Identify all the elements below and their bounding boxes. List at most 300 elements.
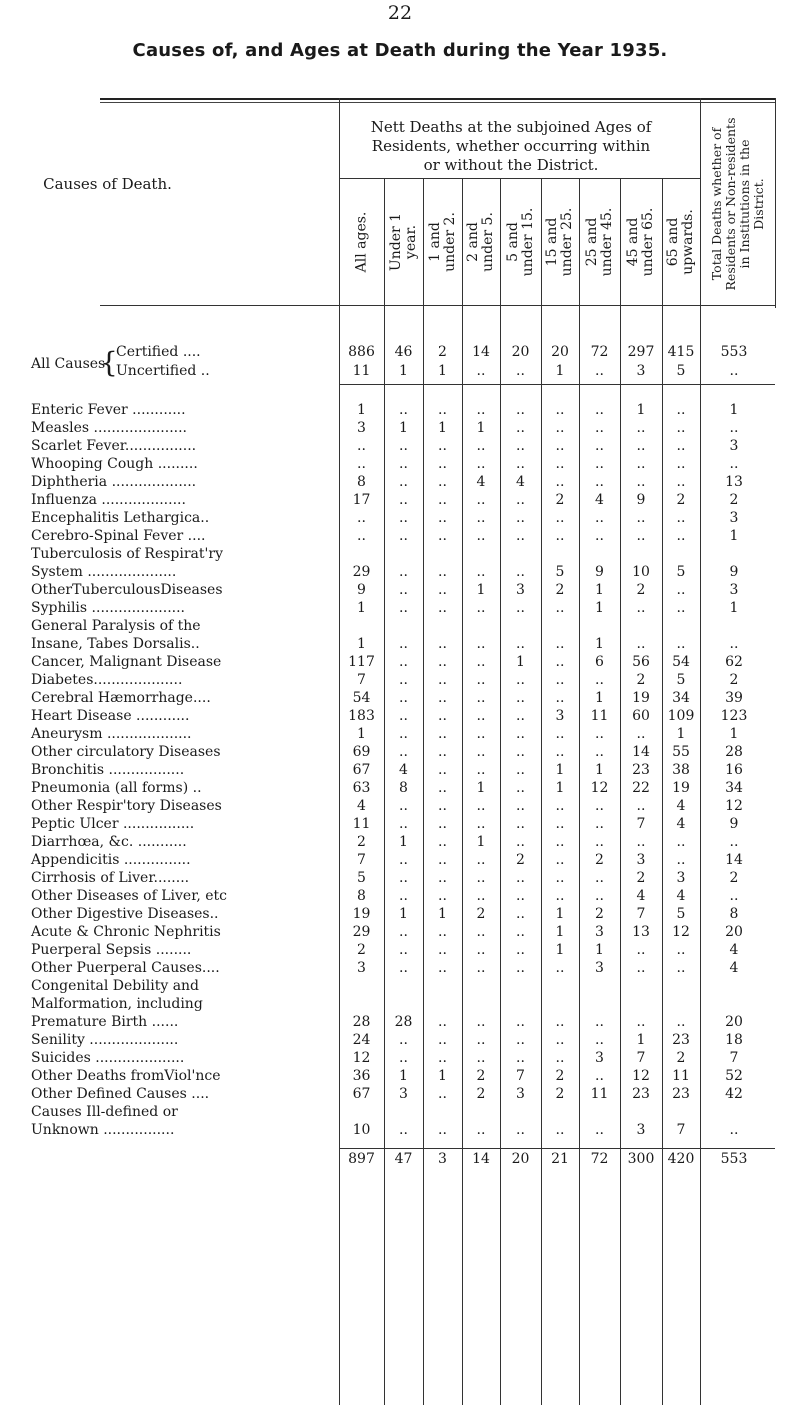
table-cell: .. — [555, 960, 565, 976]
table-cell: 67 — [352, 1086, 371, 1102]
table-cell: .. — [438, 888, 447, 904]
table-cell: 5 — [357, 870, 366, 886]
table-cell: 11 — [352, 816, 371, 832]
table-cell: 1 — [438, 420, 447, 436]
table-cell: 3 — [729, 582, 739, 598]
table-cell: .. — [555, 798, 565, 814]
age-column-header — [620, 182, 662, 302]
cause-label: Other Defined Causes .... — [31, 1086, 210, 1102]
table-cell: 7 — [676, 1122, 686, 1138]
table-cell: .. — [399, 600, 408, 616]
table-cell: 28 — [394, 1014, 413, 1030]
table-cell: 2 — [476, 1068, 486, 1084]
table-cell: .. — [595, 816, 604, 832]
table-cell: .. — [438, 600, 447, 616]
table-cell: 1 — [555, 924, 565, 940]
table-cell: 11 — [590, 1086, 609, 1102]
table-cell: .. — [636, 456, 646, 472]
table-cell: 1 — [595, 600, 604, 616]
table-cell: .. — [438, 744, 447, 760]
table-cell: 1 — [555, 762, 565, 778]
table-cell: .. — [636, 726, 646, 742]
age-column-label: 5 and under 15. — [504, 207, 536, 277]
table-cell: .. — [555, 834, 565, 850]
table-cell: .. — [636, 960, 646, 976]
table-cell: 34 — [672, 690, 690, 706]
table-cell: 3 — [399, 1086, 408, 1102]
table-cell: 20 — [511, 344, 530, 360]
table-cell: .. — [399, 690, 408, 706]
table-cell: .. — [476, 438, 486, 454]
table-cell: .. — [595, 402, 604, 418]
table-cell: 1 — [595, 582, 604, 598]
table-cell: .. — [438, 816, 447, 832]
cause-label: Aneurysm ................... — [31, 726, 192, 742]
table-cell: 2 — [729, 870, 739, 886]
table-cell: .. — [399, 798, 408, 814]
table-cell: .. — [476, 816, 486, 832]
table-cell: .. — [516, 402, 525, 418]
cause-label: Senility .................... — [31, 1032, 179, 1048]
table-cell: 1 — [595, 636, 604, 652]
total-cell: 897 — [348, 1151, 375, 1167]
table-cell: 12 — [352, 1050, 371, 1066]
table-cell: .. — [476, 744, 486, 760]
cause-label: Diphtheria ................... — [31, 474, 197, 490]
table-cell: 1 — [729, 726, 739, 742]
table-cell: 11 — [352, 363, 371, 379]
table-cell: 4 — [676, 816, 686, 832]
table-cell: 4 — [676, 888, 686, 904]
all-causes-rule — [339, 384, 775, 385]
table-cell: .. — [476, 456, 486, 472]
table-cell: .. — [516, 942, 525, 958]
age-column-label: 65 and upwards. — [665, 209, 696, 275]
table-cell: .. — [476, 798, 486, 814]
table-cell: 1 — [357, 726, 366, 742]
table-cell: .. — [555, 636, 565, 652]
table-cell: .. — [438, 1050, 447, 1066]
table-cell: .. — [555, 690, 565, 706]
table-cell: 19 — [632, 690, 650, 706]
table-cell: .. — [595, 1122, 604, 1138]
table-cell: .. — [555, 402, 565, 418]
all-causes-label: All Causes — [31, 356, 106, 372]
table-cell: .. — [555, 510, 565, 526]
nett-header-line: or without the District. — [423, 156, 599, 174]
table-cell: .. — [516, 744, 525, 760]
table-cell: 10 — [352, 1122, 371, 1138]
table-cell: .. — [476, 762, 486, 778]
table-cell: .. — [438, 582, 447, 598]
table-cell: 109 — [667, 708, 695, 724]
table-cell: .. — [516, 888, 525, 904]
cause-label: Pneumonia (all forms) .. — [31, 780, 202, 796]
totals-rule — [339, 1148, 775, 1149]
age-column-label: 45 and under 65. — [625, 207, 656, 277]
table-cell: 69 — [352, 744, 371, 760]
table-cell: 1 — [438, 363, 447, 379]
all-causes-brace: { — [100, 346, 118, 379]
table-cell: .. — [595, 672, 604, 688]
table-cell: .. — [676, 456, 686, 472]
table-cell: .. — [399, 402, 408, 418]
cause-label: Diarrhœa, &c. ........... — [31, 834, 187, 850]
table-cell: 3 — [555, 708, 565, 724]
table-cell: .. — [399, 456, 408, 472]
table-cell: 1 — [357, 636, 366, 652]
cause-label: Appendicitis ............... — [31, 852, 191, 868]
table-cell: 22 — [632, 780, 650, 796]
table-cell: .. — [636, 510, 646, 526]
table-cell: .. — [595, 1068, 604, 1084]
all-causes-sub-label: Certified .... — [116, 344, 201, 360]
table-cell: 4 — [636, 888, 646, 904]
table-cell: .. — [476, 510, 486, 526]
table-cell: .. — [516, 492, 525, 508]
table-cell: 3 — [595, 960, 604, 976]
table-cell: .. — [516, 1032, 525, 1048]
table-cell: .. — [636, 600, 646, 616]
table-cell: 12 — [725, 798, 743, 814]
header-split-rule — [339, 178, 700, 179]
cause-label: Acute & Chronic Nephritis — [31, 924, 221, 940]
table-cell: 34 — [725, 780, 743, 796]
table-cell: .. — [676, 960, 686, 976]
table-cell: .. — [595, 744, 604, 760]
table-cell: .. — [555, 870, 565, 886]
table-cell: .. — [595, 510, 604, 526]
table-cell: 13 — [725, 474, 743, 490]
table-cell: .. — [555, 474, 565, 490]
table-cell: 3 — [729, 510, 739, 526]
table-cell: .. — [555, 672, 565, 688]
table-cell: 553 — [720, 344, 748, 360]
table-cell: .. — [438, 1014, 447, 1030]
table-cell: .. — [438, 690, 447, 706]
age-column-label: 2 and under 5. — [465, 212, 496, 272]
table-cell: .. — [399, 1032, 408, 1048]
table-cell: .. — [676, 438, 686, 454]
table-cell: 4 — [595, 492, 604, 508]
table-cell: 2 — [676, 492, 686, 508]
table-cell: .. — [399, 654, 408, 670]
table-cell: 1 — [357, 600, 366, 616]
cause-label: Puerperal Sepsis ........ — [31, 942, 192, 958]
table-cell: .. — [476, 600, 486, 616]
table-cell: 7 — [357, 672, 366, 688]
table-cell: .. — [516, 363, 525, 379]
table-cell: .. — [438, 492, 447, 508]
table-cell: 11 — [590, 708, 609, 724]
table-cell: .. — [516, 834, 525, 850]
table-cell: .. — [636, 942, 646, 958]
cause-label: Causes Ill-defined or — [31, 1104, 178, 1120]
table-cell: .. — [399, 564, 408, 580]
table-cell: 2 — [555, 492, 565, 508]
age-column-header — [384, 182, 423, 302]
table-cell: 3 — [357, 960, 366, 976]
table-cell: .. — [729, 363, 739, 379]
table-cell: 72 — [590, 344, 609, 360]
table-cell: 23 — [632, 762, 650, 778]
table-cell: 4 — [516, 474, 525, 490]
cause-label: Other Deaths fromViol'nce — [31, 1068, 221, 1084]
table-cell: .. — [676, 474, 686, 490]
table-cell: 1 — [636, 402, 646, 418]
table-cell: 1 — [555, 942, 565, 958]
cause-label: Other circulatory Diseases — [31, 744, 221, 760]
table-cell: .. — [676, 834, 686, 850]
table-cell: 18 — [725, 1032, 743, 1048]
table-cell: .. — [438, 402, 447, 418]
table-cell: .. — [676, 420, 686, 436]
table-cell: .. — [595, 363, 604, 379]
table-cell: 9 — [636, 492, 646, 508]
table-cell: .. — [438, 726, 447, 742]
table-cell: .. — [676, 600, 686, 616]
table-cell: .. — [516, 456, 525, 472]
table-cell: .. — [555, 1032, 565, 1048]
table-cell: 4 — [476, 474, 486, 490]
table-cell: .. — [357, 528, 366, 544]
table-cell: 13 — [632, 924, 650, 940]
cause-label: Cancer, Malignant Disease — [31, 654, 222, 670]
table-cell: 123 — [720, 708, 748, 724]
age-column-label: Under 1 year. — [387, 212, 419, 272]
table-cell: 60 — [632, 708, 650, 724]
table-cell: 117 — [348, 654, 375, 670]
table-cell: .. — [676, 402, 686, 418]
table-cell: 1 — [399, 420, 408, 436]
table-cell: 1 — [729, 402, 739, 418]
table-cell: 1 — [595, 762, 604, 778]
table-cell: .. — [476, 1014, 486, 1030]
table-cell: .. — [399, 942, 408, 958]
table-cell: 36 — [352, 1068, 371, 1084]
table-cell: 1 — [357, 402, 366, 418]
table-cell: 1 — [555, 906, 565, 922]
table-cell: .. — [476, 636, 486, 652]
table-cell: .. — [636, 474, 646, 490]
table-cell: 3 — [636, 363, 646, 379]
table-cell: .. — [555, 744, 565, 760]
table-cell: .. — [399, 528, 408, 544]
table-cell: 54 — [352, 690, 371, 706]
table-cell: 2 — [555, 582, 565, 598]
cause-label: Diabetes.................... — [31, 672, 183, 688]
table-cell: .. — [438, 852, 447, 868]
total-column-label: Total Deaths whether of Residents or Non-residents in Institutions in the District. — [708, 117, 766, 291]
total-cell: 420 — [667, 1151, 695, 1167]
table-cell: .. — [399, 816, 408, 832]
table-cell: .. — [438, 762, 447, 778]
table-cell: .. — [555, 1122, 565, 1138]
table-cell: .. — [438, 960, 447, 976]
cause-label: OtherTuberculousDiseases — [31, 582, 223, 598]
age-column-label: All ages. — [353, 211, 369, 273]
table-cell: .. — [476, 852, 486, 868]
table-cell: .. — [676, 510, 686, 526]
cause-label: General Paralysis of the — [31, 618, 201, 634]
table-cell: .. — [399, 672, 408, 688]
table-cell: 7 — [357, 852, 366, 868]
table-cell: .. — [438, 528, 447, 544]
table-cell: .. — [516, 420, 525, 436]
table-cell: .. — [516, 762, 525, 778]
table-cell: .. — [438, 708, 447, 724]
cause-label: Other Diseases of Liver, etc — [31, 888, 228, 904]
table-cell: .. — [516, 1050, 525, 1066]
total-cell: 21 — [551, 1151, 569, 1167]
table-cell: .. — [729, 456, 739, 472]
table-cell: .. — [399, 924, 408, 940]
table-cell: 42 — [725, 1086, 743, 1102]
table-cell: 23 — [672, 1086, 690, 1102]
table-cell: .. — [438, 456, 447, 472]
table-cell: .. — [399, 492, 408, 508]
table-cell: 39 — [725, 690, 743, 706]
table-cell: 2 — [357, 942, 366, 958]
age-column-label: 25 and under 45. — [583, 207, 615, 277]
cause-label: Heart Disease ............ — [31, 708, 190, 724]
table-cell: 14 — [725, 852, 743, 868]
table-cell: 23 — [632, 1086, 650, 1102]
table-cell: 6 — [595, 654, 604, 670]
table-cell: 3 — [636, 852, 646, 868]
age-column-header — [541, 182, 579, 302]
table-cell: 10 — [632, 564, 650, 580]
table-cell: 297 — [627, 344, 655, 360]
cause-label: Tuberculosis of Respirat'ry — [31, 546, 223, 562]
table-cell: 46 — [394, 344, 413, 360]
cause-label: Cirrhosis of Liver........ — [31, 870, 190, 886]
table-top-rule-inner — [100, 102, 775, 103]
table-cell: 3 — [516, 582, 525, 598]
table-cell: .. — [357, 456, 366, 472]
table-cell: .. — [516, 798, 525, 814]
table-cell: 1 — [516, 654, 525, 670]
cause-label: Other Puerperal Causes.... — [31, 960, 220, 976]
table-cell: 14 — [632, 744, 650, 760]
table-cell: .. — [476, 870, 486, 886]
table-cell: 20 — [725, 924, 743, 940]
table-cell: 1 — [399, 363, 408, 379]
table-cell: 9 — [595, 564, 604, 580]
cause-label: Insane, Tabes Dorsalis.. — [31, 636, 200, 652]
table-cell: .. — [729, 888, 739, 904]
table-cell: 29 — [352, 924, 371, 940]
table-cell: .. — [676, 852, 686, 868]
table-cell: .. — [516, 780, 525, 796]
causes-header: Causes of Death. — [43, 175, 172, 193]
table-cell: 5 — [676, 672, 686, 688]
table-cell: .. — [555, 600, 565, 616]
table-cell: 67 — [352, 762, 371, 778]
table-cell: 23 — [672, 1032, 690, 1048]
table-cell: 12 — [672, 924, 690, 940]
cause-label: Premature Birth ...... — [31, 1014, 179, 1030]
table-cell: .. — [399, 582, 408, 598]
table-cell: .. — [555, 1050, 565, 1066]
table-cell: .. — [399, 1122, 408, 1138]
table-cell: .. — [595, 798, 604, 814]
table-cell: .. — [476, 1032, 486, 1048]
table-cell: .. — [555, 654, 565, 670]
table-cell: 28 — [725, 744, 743, 760]
table-cell: .. — [729, 420, 739, 436]
table-cell: 24 — [352, 1032, 371, 1048]
table-cell: .. — [636, 636, 646, 652]
table-cell: 4 — [729, 960, 739, 976]
table-cell: .. — [438, 1122, 447, 1138]
cause-label: System .................... — [31, 564, 177, 580]
table-cell: .. — [438, 438, 447, 454]
cause-label: Peptic Ulcer ................ — [31, 816, 195, 832]
table-cell: .. — [516, 1014, 525, 1030]
table-cell: .. — [555, 888, 565, 904]
page-number: 22 — [387, 2, 413, 24]
cause-label: Cerebral Hæmorrhage.... — [31, 690, 211, 706]
table-cell: .. — [399, 708, 408, 724]
table-cell: 11 — [672, 1068, 690, 1084]
table-cell: 4 — [676, 798, 686, 814]
table-cell: .. — [676, 528, 686, 544]
table-cell: .. — [555, 726, 565, 742]
table-cell: 183 — [348, 708, 375, 724]
cause-label: Bronchitis ................. — [31, 762, 185, 778]
table-cell: 8 — [399, 780, 408, 796]
table-cell: .. — [438, 510, 447, 526]
table-cell: .. — [476, 924, 486, 940]
table-cell: 4 — [357, 798, 366, 814]
table-cell: .. — [399, 1050, 408, 1066]
table-cell: 2 — [636, 672, 646, 688]
table-cell: .. — [555, 456, 565, 472]
table-cell: .. — [636, 420, 646, 436]
table-cell: .. — [555, 1014, 565, 1030]
total-cell: 3 — [438, 1151, 447, 1167]
table-cell: 3 — [636, 1122, 646, 1138]
table-cell: .. — [476, 363, 486, 379]
table-cell: 52 — [725, 1068, 743, 1084]
table-cell: 1 — [476, 834, 486, 850]
cause-label: Influenza ................... — [31, 492, 186, 508]
table-cell: .. — [438, 1032, 447, 1048]
table-cell: .. — [357, 438, 366, 454]
table-cell: 19 — [672, 780, 690, 796]
table-cell: .. — [729, 1122, 739, 1138]
table-cell: .. — [555, 528, 565, 544]
table-cell: 7 — [729, 1050, 739, 1066]
table-cell: 2 — [438, 344, 447, 360]
table-cell: .. — [595, 834, 604, 850]
table-cell: .. — [516, 708, 525, 724]
table-cell: .. — [676, 1014, 686, 1030]
table-end-rule — [775, 98, 776, 308]
table-cell: .. — [476, 960, 486, 976]
table-cell: .. — [438, 672, 447, 688]
age-column-header — [462, 182, 500, 302]
table-cell: .. — [438, 780, 447, 796]
header-bottom-rule — [100, 305, 775, 306]
table-cell: .. — [438, 636, 447, 652]
age-column-label: 15 and under 25. — [544, 207, 575, 277]
table-cell: .. — [516, 726, 525, 742]
table-cell: .. — [399, 510, 408, 526]
table-cell: 1 — [438, 1068, 447, 1084]
table-cell: 9 — [729, 816, 739, 832]
